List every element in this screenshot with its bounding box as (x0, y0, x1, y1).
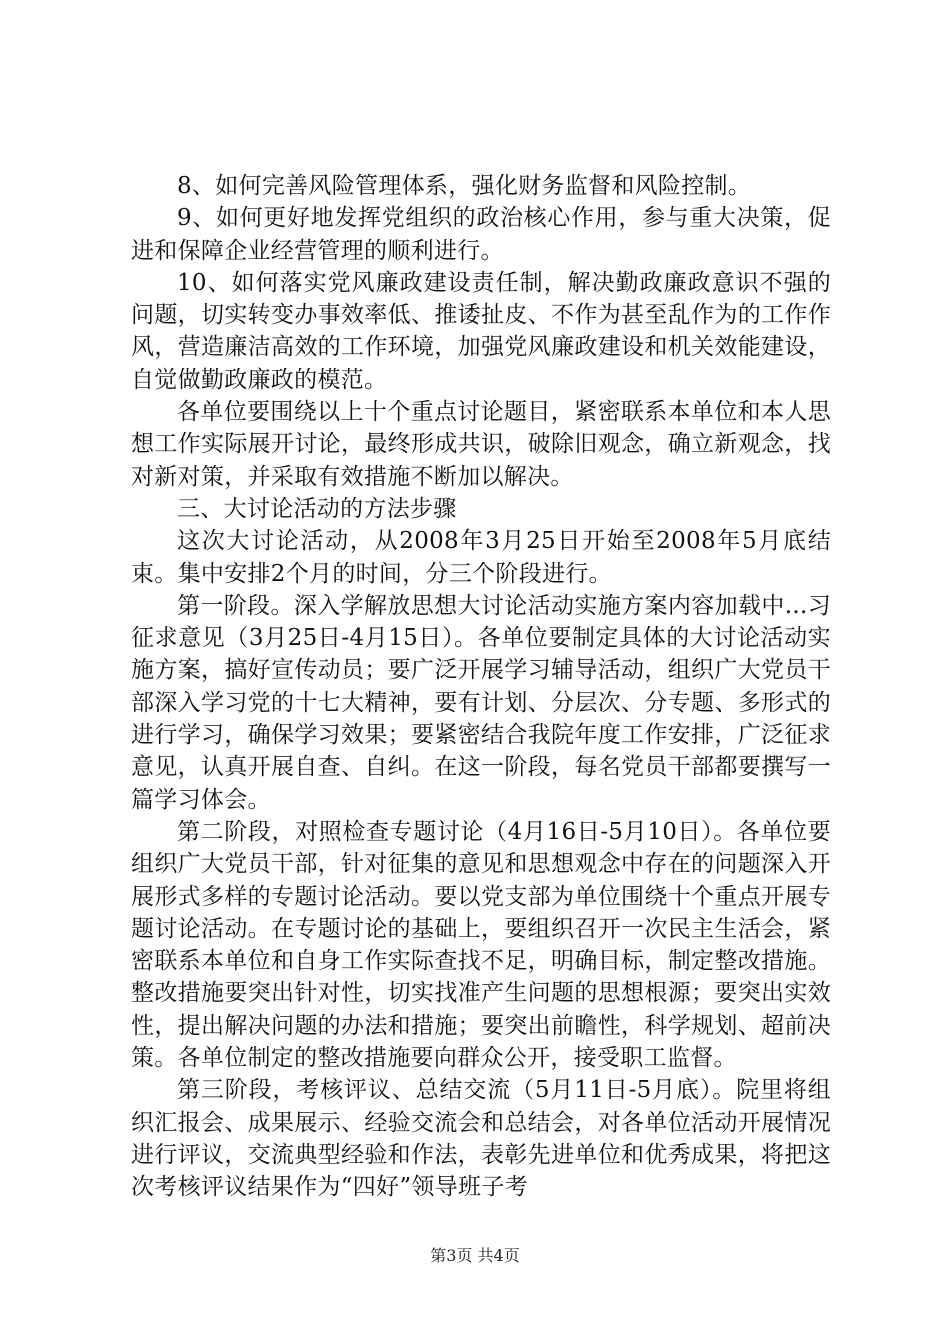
page-footer: 第3页 共4页 (430, 1246, 520, 1265)
paragraph-item-10: 10、如何落实党风廉政建设责任制，解决勤政廉政意识不强的问题，切实转变办事效率低、推诿扯皮、不作为甚至乱作为的工作作风，营造廉洁高效的工作环境，加强党风廉政建设和机关效能建设，自觉做勤政廉政的模范。 (131, 269, 831, 393)
document-body (131, 170, 831, 1204)
section-heading: 三、大讨论活动的方法步骤 (177, 495, 457, 522)
paragraph-schedule: 这次大讨论活动，从2008年3月25日开始至2008年5月底结束。集中安排2个月的时间，分三个阶段进行。 (131, 528, 831, 587)
paragraph-stage-two: 第二阶段，对照检查专题讨论（4月16日-5月10日）。各单位要组织广大党员干部，针对征集的意见和思想观念中存在的问题深入开展形式多样的专题讨论活动。要以党支部为单位围绕十个重点开展专题讨论活动。在专题讨论的基础上，要组织召开一次民主生活会，紧密联系本单位和自身工作实际查找不足，明确目标，制定整改措施。整改措施要突出针对性，切实找准产生问题的思想根源；要突出实效性，提出解决问题的办法和措施；要突出前瞻性，科学规划、超前决策。各单位制定的整改措施要向群众公开，接受职工监督。 (131, 818, 831, 1072)
paragraph-item-8: 8、如何完善风险管理体系，强化财务监督和风险控制。 (177, 173, 752, 199)
paragraph-stage-one: 第一阶段。深入学解放思想大讨论活动实施方案内容加载中...习征求意见（3月25日-4月15日）。各单位要制定具体的大讨论活动实施方案，搞好宣传动员；要广泛开展学习辅导活动，组织广大党员干部深入学习党的十七大精神，要有计划、分层次、分专题、多形式的进行学习，确保学习效果；要紧密结合我院年度工作安排，广泛征求意见，认真开展自查、自纠。在这一阶段，每名党员干部都要撰写一篇学习体会。 (131, 592, 831, 813)
paragraph-summary: 各单位要围绕以上十个重点讨论题目，紧密联系本单位和本人思想工作实际展开讨论，最终形成共识，破除旧观念，确立新观念，找对新对策，并采取有效措施不断加以解决。 (131, 399, 831, 490)
paragraph-stage-three: 第三阶段，考核评议、总结交流（5月11日-5月底）。院里将组织汇报会、成果展示、经验交流会和总结会，对各单位活动开展情况进行评议，交流典型经验和作法，表彰先进单位和优秀成果，将把这次考核评议结果作为“四好”领导班子考 (131, 1077, 831, 1201)
paragraph-item-9: 9、如何更好地发挥党组织的政治核心作用，参与重大决策，促进和保障企业经营管理的顺利进行。 (131, 205, 831, 264)
